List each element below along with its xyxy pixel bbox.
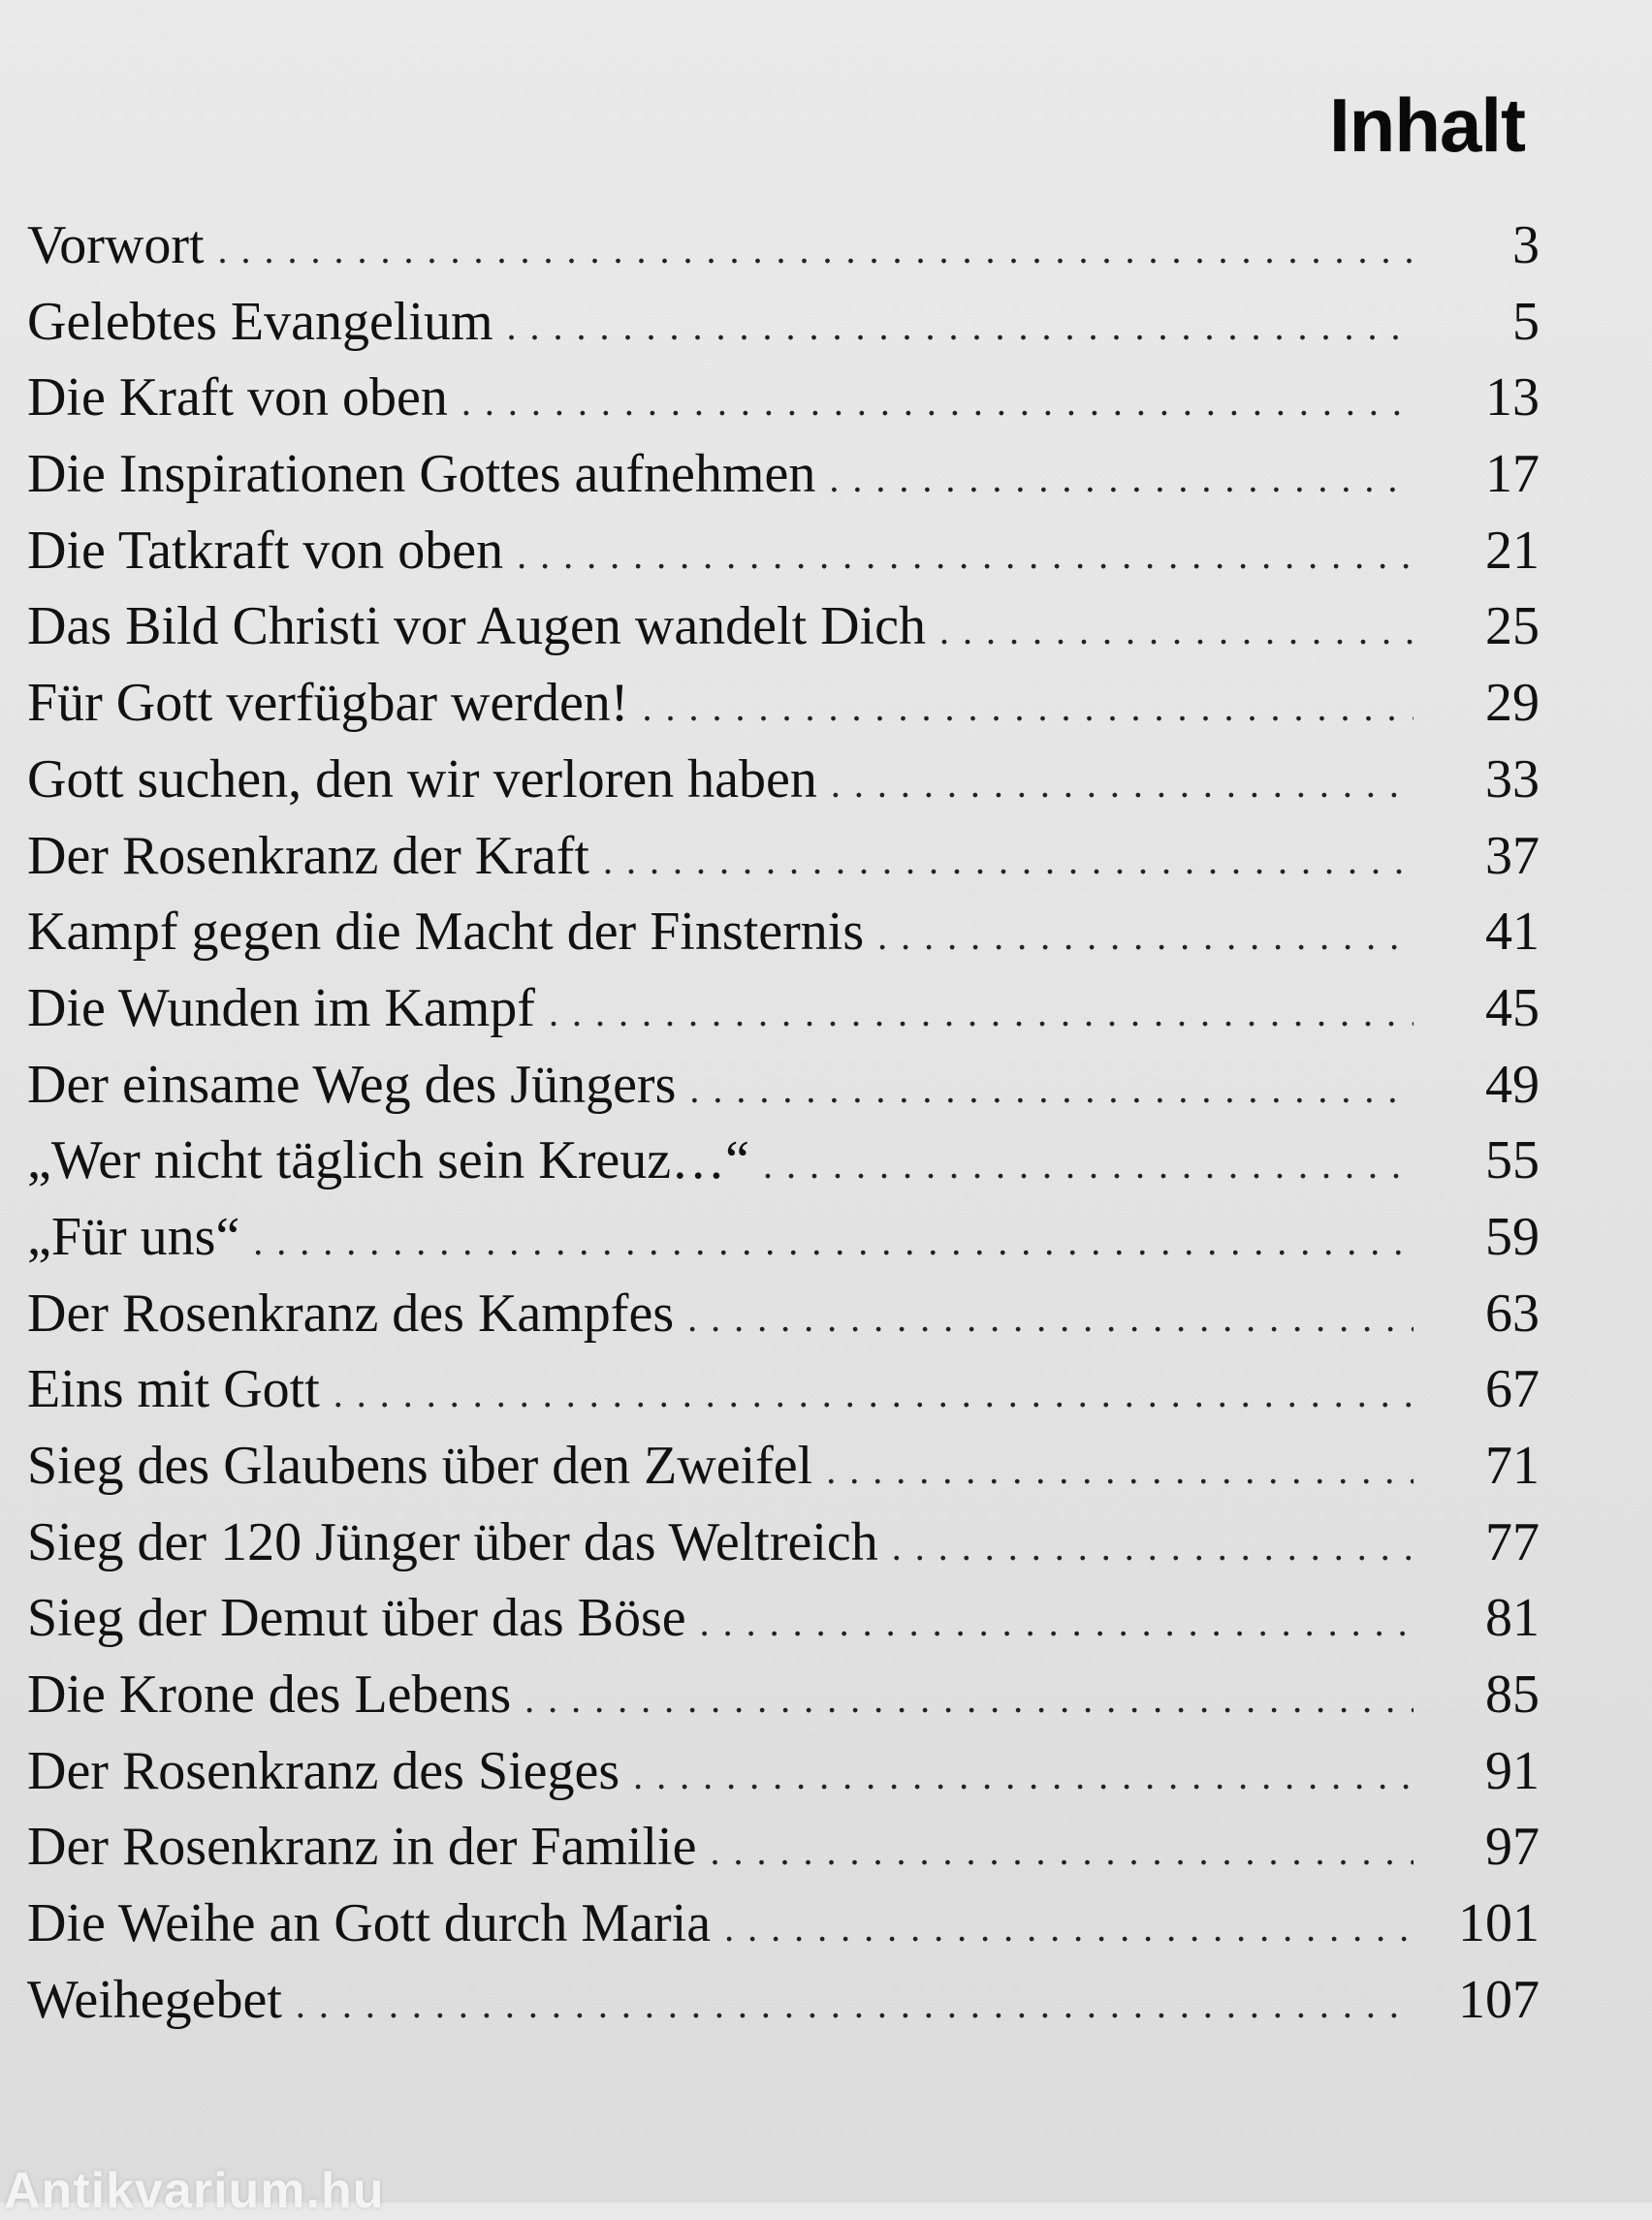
dot-leader [296, 1967, 1414, 2043]
toc-entry-page: 81 [1485, 1588, 1540, 1649]
toc-entry-title: Die Wunden im Kampf [27, 977, 535, 1038]
toc-entry-title: Der Rosenkranz in der Familie [27, 1817, 697, 1878]
dot-leader [633, 1738, 1414, 1814]
toc-entry-verfuegbar [27, 665, 1540, 742]
page-title: Inhalt [1329, 82, 1525, 169]
watermark: Antikvarium.hu [4, 2163, 385, 2219]
dot-leader [603, 823, 1414, 899]
toc-entry-title: Der Rosenkranz des Sieges [27, 1740, 620, 1801]
toc-entry-bild-christi [27, 588, 1540, 665]
dot-leader [831, 746, 1414, 822]
toc-entry-page: 13 [1485, 367, 1540, 428]
toc-entry-title: Der Rosenkranz der Kraft [27, 825, 589, 886]
toc-entry-title: Vorwort [27, 215, 205, 275]
toc-entry-tatkraft [27, 513, 1540, 589]
toc-entry-title: Die Tatkraft von oben [27, 520, 504, 581]
toc-entry-page: 17 [1485, 444, 1540, 505]
dot-leader [524, 1662, 1414, 1737]
toc-entry-page: 21 [1485, 520, 1540, 581]
toc-entry-title: Eins mit Gott [27, 1359, 320, 1420]
dot-leader [689, 1052, 1414, 1127]
toc-entry-page: 77 [1485, 1511, 1540, 1572]
dot-leader [700, 1585, 1414, 1661]
table-of-contents [27, 207, 1540, 2039]
toc-entry-title: Das Bild Christi vor Augen wandelt Dich [27, 596, 927, 657]
dot-leader [253, 1204, 1414, 1280]
toc-entry-page: 67 [1485, 1359, 1540, 1420]
dot-leader [826, 1433, 1414, 1508]
dot-leader [939, 593, 1414, 669]
dot-leader [517, 518, 1414, 593]
dot-leader [549, 975, 1414, 1051]
toc-entry-page: 25 [1485, 596, 1540, 657]
toc-entry-title: Die Kraft von oben [27, 367, 448, 428]
toc-entry-title: „Wer nicht täglich sein Kreuz…“ [27, 1130, 749, 1191]
toc-entry-title: „Für uns“ [27, 1206, 240, 1267]
toc-entry-rosenkranz-kampfes [27, 1276, 1540, 1352]
dot-leader [218, 212, 1414, 288]
toc-entry-page: 37 [1485, 825, 1540, 886]
toc-entry-page: 91 [1485, 1740, 1540, 1801]
toc-entry-weihegebet [27, 1962, 1540, 2039]
toc-entry-title: Sieg des Glaubens über den Zweifel [27, 1436, 813, 1496]
toc-entry-rosenkranz-kraft [27, 818, 1540, 895]
toc-entry-title: Gelebtes Evangelium [27, 291, 493, 352]
toc-entry-title: Sieg der Demut über das Böse [27, 1588, 686, 1649]
toc-entry-page: 107 [1458, 1969, 1540, 2030]
toc-entry-einsame-weg [27, 1047, 1540, 1124]
toc-entry-kampf-finsternis [27, 894, 1540, 970]
toc-entry-page: 33 [1485, 748, 1540, 809]
toc-entry-page: 97 [1485, 1817, 1540, 1878]
toc-entry-page: 101 [1458, 1893, 1540, 1954]
toc-entry-page: 63 [1485, 1283, 1540, 1344]
dot-leader [334, 1356, 1414, 1432]
toc-entry-krone-lebens [27, 1657, 1540, 1733]
toc-entry-page: 71 [1485, 1436, 1540, 1496]
toc-entry-wunden-kampf [27, 970, 1540, 1047]
toc-entry-title: Der Rosenkranz des Kampfes [27, 1283, 675, 1344]
dot-leader [642, 670, 1414, 745]
toc-entry-page: 5 [1512, 291, 1540, 352]
dot-leader [687, 1281, 1414, 1356]
toc-entry-rosenkranz-sieges [27, 1733, 1540, 1810]
toc-entry-sieg-juenger [27, 1505, 1540, 1581]
toc-entry-title: Sieg der 120 Jünger über das Weltreich [27, 1511, 878, 1572]
toc-entry-title: Die Inspirationen Gottes aufnehmen [27, 444, 816, 505]
toc-entry-title: Kampf gegen die Macht der Finsternis [27, 902, 865, 963]
toc-entry-page: 41 [1485, 902, 1540, 963]
toc-entry-fuer-uns [27, 1199, 1540, 1276]
toc-entry-page: 3 [1512, 215, 1540, 275]
dot-leader [892, 1509, 1414, 1585]
toc-entry-vorwort [27, 207, 1540, 284]
toc-entry-page: 49 [1485, 1054, 1540, 1115]
toc-entry-die-kraft-von-oben [27, 360, 1540, 436]
dot-leader [724, 1890, 1414, 1966]
toc-entry-title: Die Krone des Lebens [27, 1665, 512, 1726]
toc-entry-page: 59 [1485, 1206, 1540, 1267]
dot-leader [763, 1127, 1414, 1203]
dot-leader [461, 365, 1414, 440]
toc-entry-gelebtes-evangelium [27, 284, 1540, 361]
toc-entry-title: Für Gott verfügbar werden! [27, 673, 629, 734]
toc-entry-title: Gott suchen, den wir verloren haben [27, 748, 817, 809]
toc-entry-sieg-demut [27, 1580, 1540, 1657]
toc-entry-weihe-maria [27, 1886, 1540, 1962]
toc-entry-rosenkranz-familie [27, 1809, 1540, 1886]
toc-entry-page: 29 [1485, 673, 1540, 734]
dot-leader [829, 441, 1414, 517]
toc-entry-gott-suchen [27, 742, 1540, 818]
toc-entry-title: Die Weihe an Gott durch Maria [27, 1893, 712, 1954]
toc-entry-page: 45 [1485, 977, 1540, 1038]
dot-leader [877, 899, 1414, 974]
dot-leader [710, 1814, 1414, 1889]
toc-entry-title: Der einsame Weg des Jüngers [27, 1054, 677, 1115]
toc-entry-page: 55 [1485, 1130, 1540, 1191]
toc-entry-page: 85 [1485, 1665, 1540, 1726]
toc-entry-kreuz [27, 1123, 1540, 1199]
toc-entry-eins-mit-gott [27, 1351, 1540, 1428]
toc-entry-inspirationen [27, 436, 1540, 513]
dot-leader [507, 289, 1414, 365]
toc-entry-title: Weihegebet [27, 1969, 282, 2030]
toc-entry-sieg-glaubens [27, 1428, 1540, 1505]
